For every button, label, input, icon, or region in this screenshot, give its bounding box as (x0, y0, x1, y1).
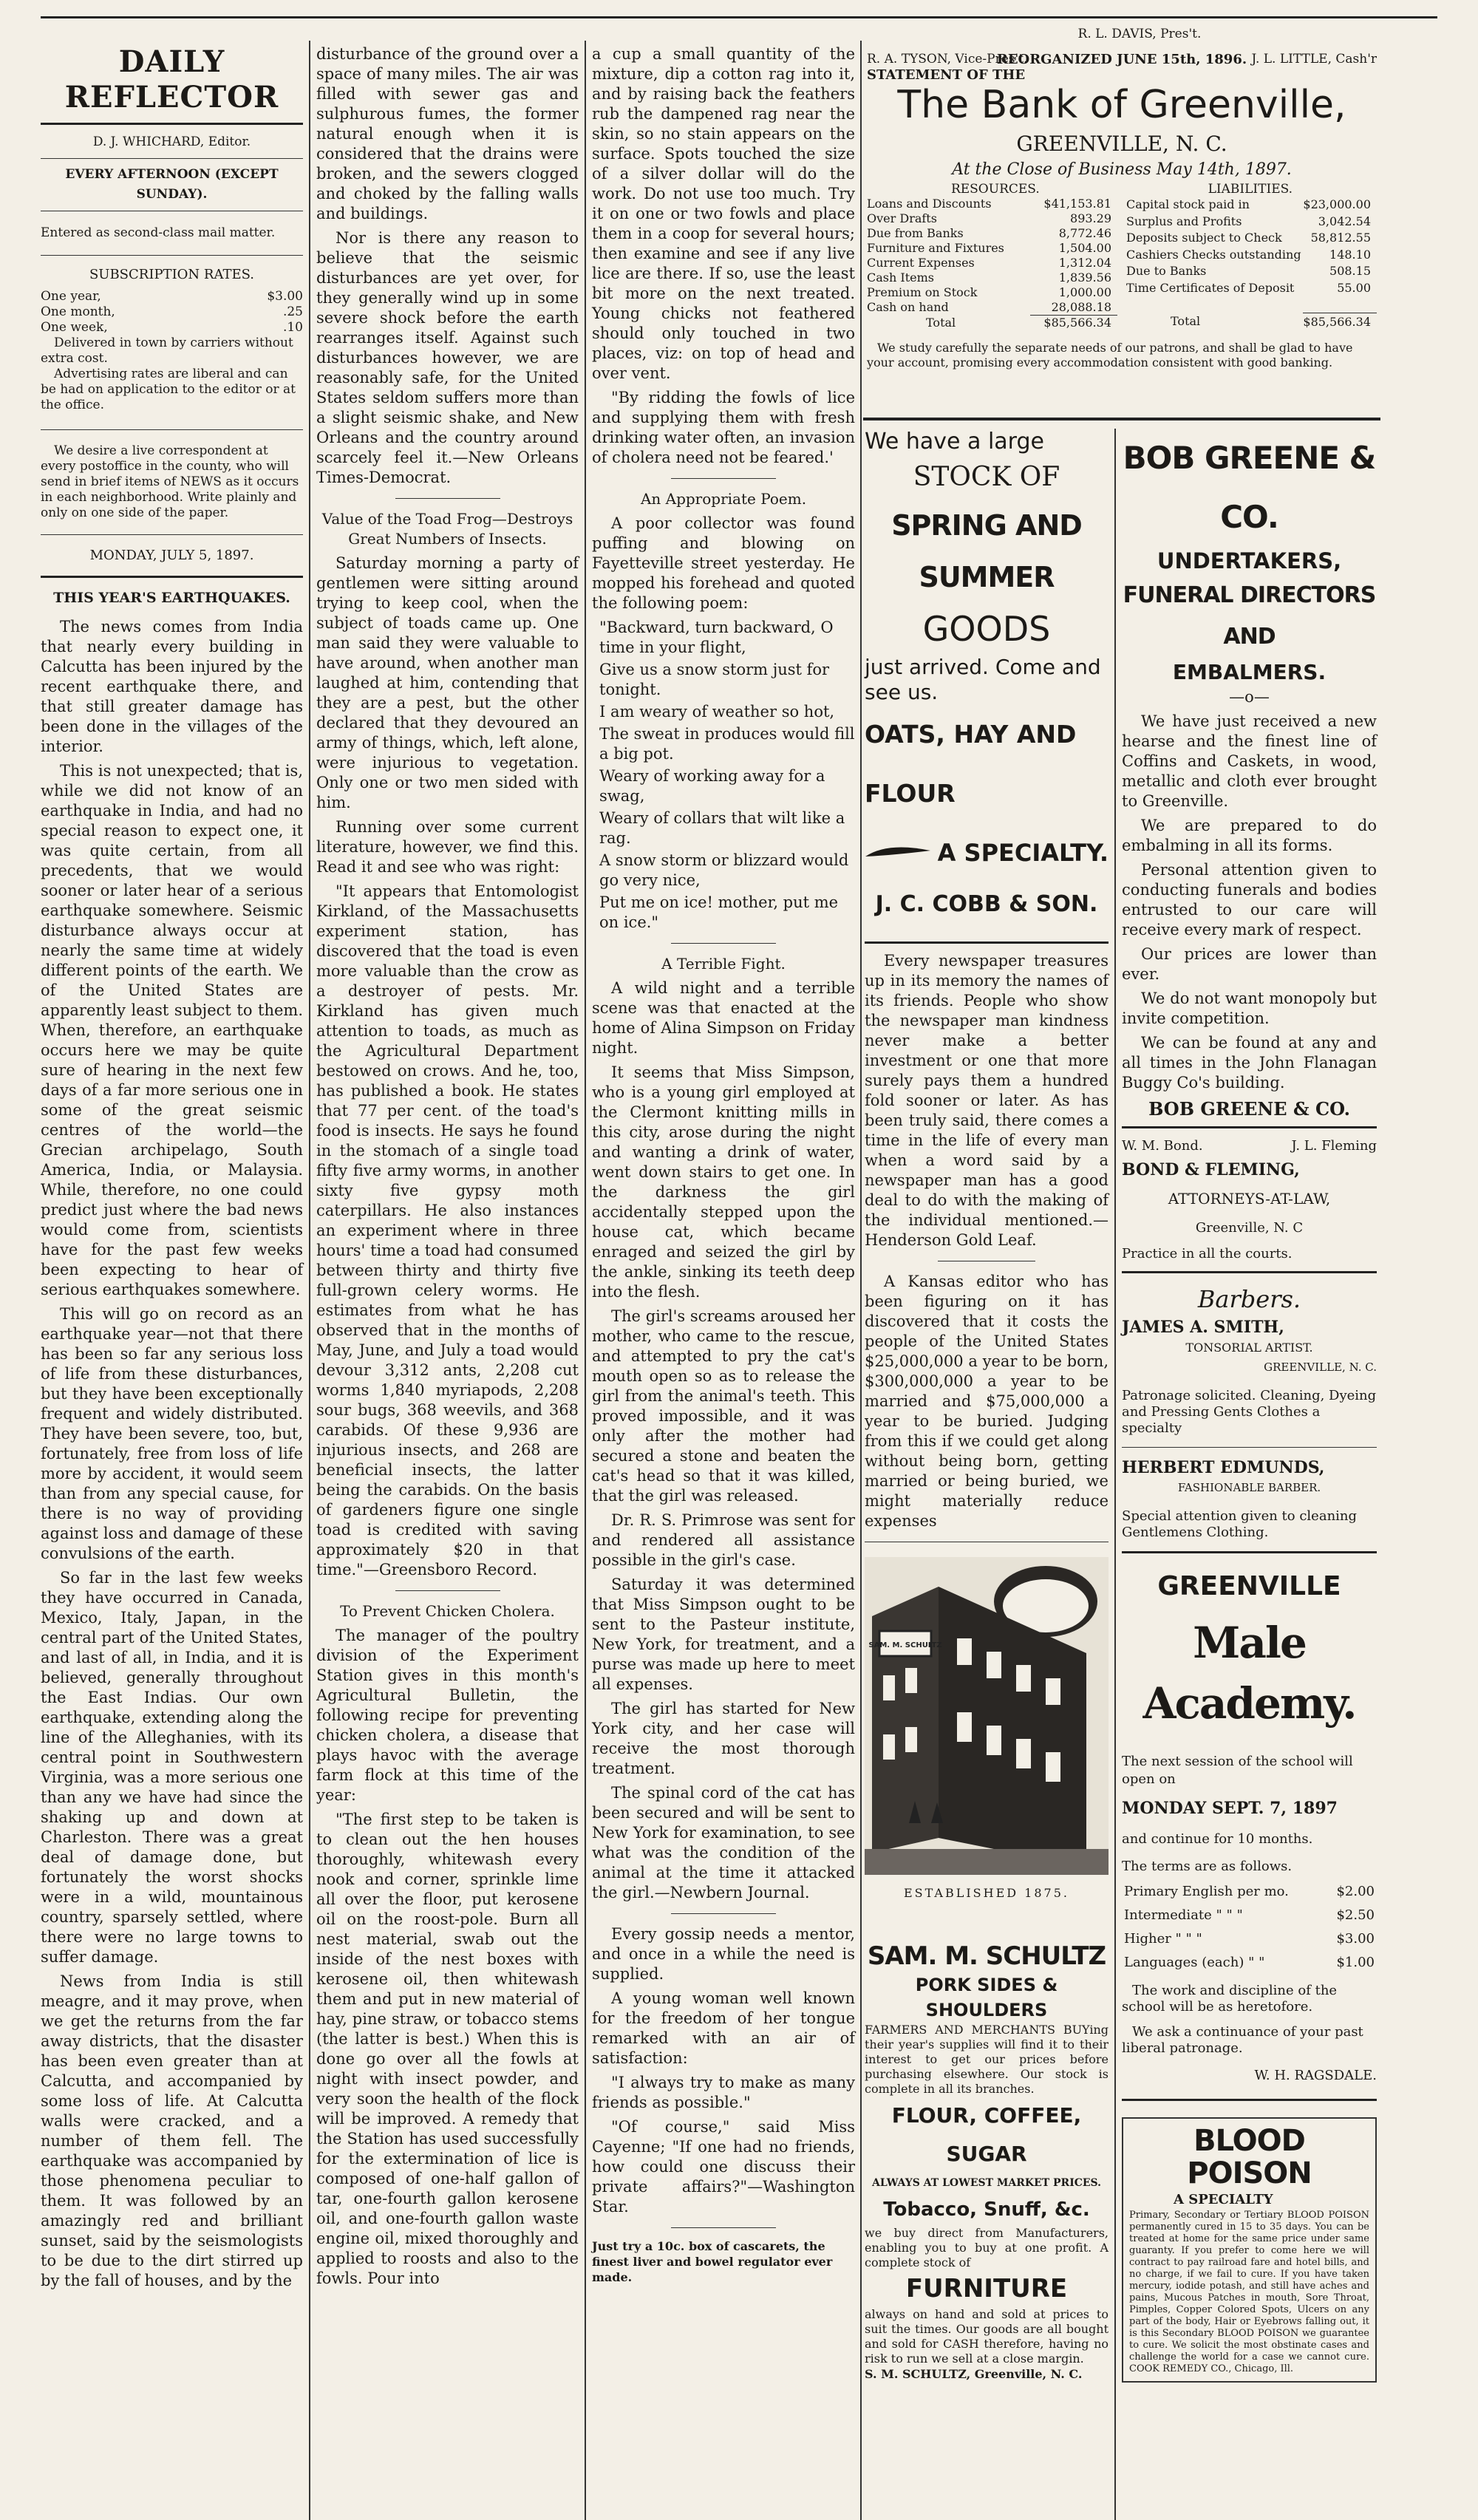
cobb-specialty (865, 823, 1108, 882)
paragraph: Our prices are lower than ever. (1122, 945, 1377, 983)
poem-line: A snow storm or blizzard would go very nice, (599, 851, 849, 889)
table-row (1126, 263, 1377, 280)
bank-vice-president: R. A. TYSON, Vice-Pres't. (867, 52, 1028, 67)
paragraph: a cup a small quantity of the mixture, dip a cotton rag into it, and by raising back the feathers rub the dampened rag near the skin, so no stain appears on the surface. Spots touched the size of a silver dollar will do the work. Do not use too much. Try it on one or two fowls and place them in a coop for several hours; then examine and see if any live lice are there. If so, use the least bit more on the next treated. Young chicks not feathered should only touched in two places, viz: on top of head and over vent. (592, 45, 855, 382)
academy-session: The next session of the school will open on (1122, 1754, 1353, 1787)
table-cell: 58,812.55 (1310, 231, 1371, 245)
rate-price: $3.00 (267, 289, 303, 304)
subscription-rates (41, 289, 303, 336)
bank-cashier: J. L. LITTLE, Cash'r (1251, 52, 1377, 67)
schultz-ad (865, 1557, 1108, 1903)
paragraph: News from India is still meagre, and it may prove, when we get the returns from the far away districts, that the disaster has been even greater than at Calcutta, and accompanied by some loss of life. At Calcutta walls were cracked, and a number of them fell. The earthquake was accompanied by those phenomena peculiar to them. It was followed by an amazingly red and brilliant sunset, said by the seismologists to be due to the dirt stirred up by the fall of houses, and by the (41, 1972, 303, 2289)
table-cell: Time Certificates of Deposit (1126, 281, 1295, 295)
cobb-line-1: We have a large (865, 429, 1044, 454)
schultz-sign: S. M. SCHULTZ, Greenville, N. C. (865, 2367, 1083, 2381)
toad-title: Value of the Toad Frog—Destroys Great Numbers of Insects. (321, 510, 573, 548)
schultz-text-1: FARMERS AND MERCHANTS BUYing their year's supplies will find it to their interest to get our prices before purchasing elsewhere. Our stock is complete in all its branches. (865, 2023, 1108, 2096)
cobb-line-7: A SPECIALTY. (937, 839, 1108, 867)
table-cell: 1,312.04 (1058, 256, 1111, 270)
table-cell: 893.29 (1070, 211, 1111, 225)
liabilities-table (1126, 197, 1377, 330)
paragraph: A Kansas editor who has been figuring on it has discovered that it costs the people of the United States $25,000,000 a year to be born, $300,000,000 a year to be married and $75,000,000 a year to be buried. Judging from this if we could get along without being born, getting married or being buried, we might materially reduce expenses (865, 1273, 1108, 1530)
paragraph: A wild night and a terrible scene was that enacted at the home of Alina Simpson on Friday night. (592, 979, 855, 1057)
resources-title: RESOURCES. (950, 182, 1040, 197)
column-divider (860, 41, 862, 2520)
established-label: ESTABLISHED 1875. (903, 1886, 1069, 1900)
table-cell: $23,000.00 (1303, 197, 1371, 212)
column-divider (1114, 429, 1116, 2520)
column-2 (316, 44, 579, 2293)
table-cell: 55.00 (1337, 281, 1371, 295)
bank-table-headers (867, 182, 1377, 197)
poem-line: The sweat in produces would fill a big pot. (599, 725, 855, 763)
blood-text: Primary, Secondary or Tertiary BLOOD POISON permanently cured in 15 to 35 days. You can be treated at home for the same price under same guaranty. If you prefer to come here we will contract to pay railroad fare and hotel bills, and no charge, if we fail to cure. If you have taken mercury, iodide potash, and still have aches and pains, Mucous Patches in mouth, Sore Throat, Pimples, Copper Colored Spots, Ulcers on any part of the body, Hair or Eyebrows falling out, it is this Secondary BLOOD POISON we guarantee to cure. We solicit the most obstinate cases and challenge the world for a case we cannot cure. COOK REMEDY CO., Chicago, Ill. (1129, 2210, 1369, 2374)
rate-term: One week, (41, 320, 108, 335)
rate-row (41, 320, 303, 336)
cobb-line-3: SPRING AND SUMMER (891, 509, 1082, 593)
cobb-line-2: STOCK OF (913, 462, 1060, 492)
paragraph: "The first step to be taken is to clean out the hen houses thoroughly, whitewash every nook and corner, sprinkle lime all over the floor, put kerosene oil on the roost-pole. Burn all nest material, swab out the inside of the nest boxes with kerosene oil, then whitewash them and put in new material of hay, pine straw, or tobacco stems (the latter is best.) When this is done go over all the fowls at night with insect powder, and very soon the health of the flock will be improved. A remedy that the Station has used successfully for the extermination of lice is composed of one-half gallon of tar, one-fourth gallon kerosene oil, and one-fourth gallon waste engine oil, mixed thoroughly and applied to roosts and also to the fowls. Pour into (316, 1811, 579, 2287)
paragraph: Personal attention given to conducting funerals and bodies entrusted to our care will receive every mark of respect. (1122, 861, 1377, 939)
schultz-line-4: Tobacco, Snuff, &c. (883, 2199, 1090, 2221)
poem (599, 618, 855, 933)
table-row (1126, 280, 1377, 297)
table-row (1126, 313, 1377, 330)
blood-poison-ad (1122, 2117, 1377, 2383)
advertising-note: Advertising rates are liberal and can be had on application to the editor or at the office. (41, 367, 296, 412)
issue-date: MONDAY, JULY 5, 1897. (89, 548, 254, 563)
store-illustration (865, 1557, 1108, 1875)
schultz-line-3: ALWAYS AT LOWEST MARKET PRICES. (871, 2177, 1102, 2189)
greene-name: BOB GREENE & CO. (1123, 440, 1376, 535)
column-1 (41, 44, 303, 2295)
divider-ornament: —o— (1229, 688, 1270, 706)
table-cell: 1,000.00 (1058, 285, 1111, 299)
cobb-ad (865, 429, 1108, 934)
rate-row (41, 304, 303, 320)
column-divider (585, 41, 586, 2520)
rate-row (41, 289, 303, 304)
academy-terms: The terms are as follows. (1122, 1859, 1293, 1874)
table-row (1126, 214, 1377, 231)
table-row (1126, 247, 1377, 264)
table-cell: Higher " " " (1124, 1931, 1202, 1947)
paragraph: Every newspaper treasures up in its memory the names of its friends. People who show the newspaper man kindness never make a better investment or one that more surely pays them a hundred fold sooner or later. As has been truly said, there comes a time in the life of every man when a word said by a newspaper man has a good deal to do with the making of the individual mentioned.—Henderson Gold Leaf. (865, 952, 1108, 1249)
blood-sub: A SPECIALTY (1174, 2192, 1273, 2207)
liabilities-title: LIABILITIES. (1208, 182, 1293, 197)
paragraph: "It appears that Entomologist Kirkland, of the Massachusetts experiment station, has discovered that the toad is even more valuable than the crow as a destroyer of pests. Mr. Kirkland has given much attention to toads, as much as the Agricultural Department bestowed on crows. And he, too, has published a book. He states that 77 per cent. of the toad's food is insects. He says he found in the stomach of a single toad fifty five army worms, in another sixty five gypsy moth caterpillars. He also instances an experiment where in three hours' time a toad had consumed between thirty and thirty five full-grown celery worms. He estimates from what he has observed that in the months of May, June, and July a toad would devour 3,312 ants, 2,208 cut worms 1,840 myriapods, 2,208 sour bugs, 368 weevils, and 368 carabids. Of these 9,936 are injurious insects, and 268 are beneficial insects, the latter being the carabids. On the basis of gardeners figure one single toad is credited with saving approximately $20 in that time."—Greensboro Record. (316, 882, 579, 1579)
cholera-title: To Prevent Chicken Cholera. (340, 1602, 555, 1620)
paragraph: "Of course," said Miss Cayenne; "If one had no friends, how could one discuss their private affairs?"—Washington Star. (592, 2118, 855, 2216)
resources-table (867, 197, 1117, 330)
table-row (867, 256, 1117, 270)
table-cell: 1,839.56 (1058, 270, 1111, 285)
table-row (867, 316, 1117, 331)
table-row (1126, 197, 1377, 214)
table-cell: Loans and Discounts (867, 197, 992, 211)
bond-practice: Practice in all the courts. (1122, 1246, 1293, 1261)
academy-line-2: Male Academy. (1142, 1618, 1356, 1729)
paragraph: So far in the last few weeks they have occurred in Canada, Mexico, Italy, Japan, in the central part of the United States, and last of all, in India, and it is believed, generally throughout the East Indias. Our own earthquake, extending along the line of the Alleghanies, with its central point in Southwestern Virginia, was a more serious one than any we have had since the shaking up and down at Charleston. There was a great deal of damage done, but fortunately the worst shocks were in a wild, mountainous country, sparsely settled, where there were no large towns to suffer damage. (41, 1569, 303, 1966)
table-cell: $2.00 (1336, 1884, 1375, 1899)
fight-title: A Terrible Fight. (661, 955, 786, 973)
masthead-frequency: EVERY AFTERNOON (EXCEPT SUNDAY). (65, 167, 279, 202)
bond-name: BOND & FLEMING, (1122, 1160, 1300, 1179)
table-row (867, 197, 1117, 211)
table-row (867, 211, 1117, 226)
schultz-line-5: FURNITURE (905, 2274, 1068, 2303)
bank-president: R. L. DAVIS, Pres't. (1077, 27, 1202, 41)
bank-city: GREENVILLE, N. C. (1016, 132, 1227, 156)
rate-term: One year, (41, 289, 101, 304)
table-cell: Due to Banks (1126, 264, 1207, 279)
paragraph: Nor is there any reason to believe that the seismic disturbances are yet over, for they generally wind up in some severe shock before the earth rearranges itself. Against such disturbances however, we are reasonably safe, for the United States seldom suffers more than a slight seismic shake, and New Orleans and the country around scarcely feel it.—New Orleans Times-Democrat. (316, 229, 579, 486)
schultz-text-3: always on hand and sold at prices to suit the times. Our goods are all bought and sold for CASH therefore, having no risk to run we sell at a close margin. (865, 2307, 1108, 2366)
paragraph: Dr. R. S. Primrose was sent for and rendered all assistance possible in the girl's case. (592, 1511, 855, 1569)
table-row (1126, 230, 1377, 247)
column-3 (592, 44, 855, 2285)
paragraph: We can be found at any and all times in the John Flanagan Buggy Co's building. (1122, 1034, 1377, 1092)
paragraph: A young woman well known for the freedom of her tongue remarked with an air of satisfaction: (592, 1989, 855, 2067)
table-cell: $85,566.34 (1030, 316, 1117, 331)
table-row (1123, 1904, 1375, 1927)
barbers-title: Barbers. (1197, 1285, 1301, 1313)
greene-ad (1122, 429, 1377, 1119)
paragraph: disturbance of the ground over a space of many miles. The air was filled with sewer gas and sulphurous fumes, the former natural enough when it is considered that the drains were broken, and the sewers clogged and choked by the falling walls and buildings. (316, 45, 579, 222)
table-cell: Cash on hand (867, 300, 949, 315)
smith-text: Patronage solicited. Cleaning, Dyeing and Pressing Gents Clothes a specialty (1122, 1388, 1377, 1436)
table-cell: 508.15 (1329, 264, 1371, 279)
edmunds-text: Special attention given to cleaning Gentlemens Clothing. (1122, 1508, 1358, 1540)
paragraph: This is not unexpected; that is, while we did not know of an earthquake in India, and had no special reason to expect one, it was quite certain, from all precedents, that we would sooner or later hear of a serious earthquake somewhere. Seismic disturbance always occur at nearly the same time at widely different points of the earth. We of the United States are apparently least subject to them. When, therefore, an earthquake occurs here we may be quite sure of hearing in the next few days of a far more serious one in some of the great seismic centres of the world—the Grecian archipelago, South America, India, or Malaysia. While, therefore, no one could predict just where the bad news would come from, scientists have for the past few weeks been expecting to hear of serious earthquakes somewhere. (41, 762, 303, 1298)
table-cell: Surplus and Profits (1126, 214, 1242, 228)
poem-line: Weary of collars that wilt like a rag. (599, 809, 845, 847)
bank-tables (867, 197, 1377, 330)
table-cell: 1,504.00 (1058, 241, 1111, 255)
edmunds-title: FASHIONABLE BARBER. (1177, 1481, 1321, 1494)
academy-sign: W. H. RAGSDALE. (1254, 2068, 1377, 2083)
delivery-note: Delivered in town by carriers without extra cost. (41, 336, 293, 366)
bank-name: The Bank of Greenville, (897, 83, 1346, 127)
poem-title: An Appropriate Poem. (640, 490, 807, 508)
smith-city: GREENVILLE, N. C. (1264, 1361, 1377, 1374)
table-cell: Capital stock paid in (1126, 197, 1250, 212)
table-cell: Current Expenses (867, 256, 975, 270)
correspondent-note: We desire a live correspondent at every postoffice in the county, who will send in brief items of NEWS as it occurs in each neighborhood. Write plainly and only on one side of the paper. (41, 443, 299, 520)
paragraph: We do not want monopoly but invite competition. (1122, 990, 1377, 1027)
table-cell: Cashiers Checks outstanding (1126, 247, 1301, 262)
paragraph: The news comes from India that nearly every building in Calcutta has been injured by the recent earthquake there, and that still greater damage has been done in the villages of the interior. (41, 618, 303, 755)
schultz-text-2: we buy direct from Manufacturers, enabling you to buy at one profit. A complete stock of (865, 2226, 1108, 2269)
paragraph: We have just received a new hearse and the finest line of Coffins and Caskets, in wood, metallic and cloth ever brought to Greenville. (1122, 712, 1377, 810)
table-cell: $41,153.81 (1043, 197, 1111, 211)
cascarets-note: Just try a 10c. box of cascarets, the finest liver and bowel regulator ever made. (592, 2239, 833, 2284)
schultz-line-2: FLOUR, COFFEE, SUGAR (891, 2103, 1082, 2166)
masthead-title: DAILY REFLECTOR (64, 44, 279, 115)
bond-title: ATTORNEYS-AT-LAW, (1168, 1190, 1331, 1208)
table-cell: 148.10 (1329, 247, 1371, 262)
paragraph: The girl's screams aroused her mother, who came to the rescue, and attempted to pry the cat's mouth open so as to release the girl from the animal's teeth. This proved impossible, and it was only after the mother had secured a stone and beaten the cat's head so that it was killed, that the girl was released. (592, 1307, 855, 1505)
table-cell: 8,772.46 (1058, 226, 1111, 240)
table-cell: Premium on Stock (867, 285, 978, 299)
schultz-line-1: PORK SIDES & SHOULDERS (915, 1975, 1058, 2020)
table-cell: Intermediate " " " (1124, 1907, 1243, 1923)
paragraph: "I always try to make as many friends as possible." (592, 2074, 855, 2111)
table-row (1123, 1881, 1375, 1903)
table-row (1123, 1952, 1375, 1974)
greene-line-2: FUNERAL DIRECTORS AND (1123, 582, 1376, 650)
table-row (867, 270, 1117, 285)
earthquake-title: THIS YEAR'S EARTHQUAKES. (53, 590, 290, 606)
table-cell: Due from Banks (867, 226, 964, 240)
bond-partner-left: W. M. Bond. (1122, 1138, 1203, 1154)
bond-partner-right: J. L. Fleming (1291, 1138, 1377, 1154)
store-sign-label: SAM. M. SCHULTZ (868, 1641, 942, 1649)
table-cell: Furniture and Fixtures (867, 241, 1004, 255)
table-cell: $1.00 (1336, 1955, 1375, 1970)
table-cell: Deposits subject to Check (1126, 231, 1282, 245)
table-row (1126, 296, 1377, 313)
paragraph: It seems that Miss Simpson, who is a young girl employed at the Clermont knitting mills in this city, arose during the night and wanting a drink of water, went down stairs to get one. In the darkness the girl accidentally stepped upon the house cat, which became enraged and seized the girl by the ankle, sinking its teeth deep into the flesh. (592, 1063, 855, 1301)
academy-ad (1122, 1561, 1377, 2085)
poem-line: Weary of working away for a swag, (599, 767, 825, 805)
column-5 (1122, 429, 1377, 2390)
blood-title: BLOOD POISON (1187, 2124, 1312, 2190)
table-row (867, 241, 1117, 256)
table-row (1123, 1928, 1375, 1950)
table-cell: Total (1171, 314, 1201, 329)
bond-partners (1122, 1136, 1377, 1156)
paragraph: The manager of the poultry division of the Experiment Station gives in this month's Agricultural Bulletin, the following recipe for preventing chicken cholera, a disease that plays havoc with the average farm flock at this time of the year: (316, 1627, 579, 1804)
table-cell: $3.00 (1336, 1931, 1375, 1947)
subscription-title: SUBSCRIPTION RATES. (89, 267, 255, 282)
greene-sign: BOB GREENE & CO. (1148, 1098, 1350, 1120)
cobb-line-6: OATS, HAY AND FLOUR (865, 720, 1077, 808)
column-4 (865, 429, 1108, 1903)
masthead-editor: D. J. WHICHARD, Editor. (92, 134, 251, 149)
table-cell: Primary English per mo. (1124, 1884, 1289, 1899)
schultz-name: SAM. M. SCHULTZ (867, 1941, 1106, 1971)
table-row (867, 300, 1117, 316)
paragraph: We are prepared to do embalming in all its forms. (1122, 817, 1377, 854)
table-cell: Cash Items (867, 270, 934, 285)
rate-term: One month, (41, 304, 115, 319)
paragraph: The girl has started for New York city, and her case will receive the most thorough treatment. (592, 1700, 855, 1777)
paragraph: "By ridding the fowls of lice and supplying them with fresh drinking water often, an invasion of cholera need not be feared.' (592, 389, 855, 466)
table-cell: 3,042.54 (1318, 214, 1371, 228)
paragraph: The spinal cord of the cat has been secured and will be sent to New York for examination, to see what was the condition of the animal at the time it attacked the girl.—Newbern Journal. (592, 1784, 855, 1901)
table-cell: Languages (each) " " (1124, 1955, 1265, 1970)
paragraph: Saturday it was determined that Miss Simpson ought to be sent to the Pasteur institute, New York, for treatment, and a purse was made up here to meet all expenses. (592, 1576, 855, 1693)
cobb-line-5: just arrived. Come and see us. (865, 655, 1101, 704)
bank-ad (867, 21, 1377, 370)
paragraph: Every gossip needs a mentor, and once in a while the need is supplied. (592, 1925, 855, 1983)
poem-line: "Backward, turn backward, O time in your flight, (599, 619, 834, 656)
schultz-text-block (865, 1940, 1108, 2383)
academy-continue: and continue for 10 months. (1122, 1831, 1313, 1847)
cobb-name: J. C. COBB & SON. (875, 891, 1098, 917)
paragraph: A poor collector was found puffing and blowing on Fayetteville street yesterday. He mopped his forehead and quoted the following poem: (592, 514, 855, 612)
cobb-line-4: GOODS (922, 609, 1051, 649)
bank-close-date: At the Close of Business May 14th, 1897. (952, 160, 1292, 179)
bond-city: Greenville, N. C (1195, 1220, 1304, 1236)
bank-reorganized: REORGANIZED JUNE 15th, 1896. (996, 52, 1247, 67)
academy-line-1: GREENVILLE (1157, 1571, 1341, 1601)
smith-name: JAMES A. SMITH, (1122, 1318, 1284, 1337)
table-cell: $2.50 (1336, 1907, 1375, 1923)
poem-line: Put me on ice! mother, put me on ice." (599, 893, 839, 931)
tuition-table (1122, 1879, 1377, 1975)
greene-line-1: UNDERTAKERS, (1157, 548, 1342, 573)
poem-line: Give us a snow storm just for tonight. (599, 661, 830, 698)
top-rule (41, 16, 1437, 18)
paragraph: This will go on record as an earthquake year—not that there has been so far any serious loss of life from these disturbances, but they have been exceptionally frequent and widely distributed. They have been severe, too, but, fortunately, free from loss of life more by accident, it would seem than from any special cause, for there is no way of providing against loss and damage of these convulsions of the earth. (41, 1305, 303, 1562)
rate-price: .25 (282, 304, 303, 319)
table-cell: Total (926, 315, 956, 330)
academy-ask: We ask a continuance of your past liberal patronage. (1122, 2024, 1363, 2056)
bond-ad (1122, 1136, 1377, 1264)
edmunds-name: HERBERT EDMUNDS, (1122, 1458, 1325, 1477)
column-divider (309, 41, 310, 2520)
greene-line-3: EMBALMERS. (1172, 660, 1327, 684)
table-row (867, 226, 1117, 241)
paragraph: Saturday morning a party of gentlemen were sitting around trying to keep cool, when the subject of toads came up. One man said they were valuable to have around, when another man laughed at him, contending that they are a pest, but the other declared that they devoured an army of things, which, left alone, were injurious to vegetation. Only one or two men sided with him. (316, 554, 579, 811)
table-cell: $85,566.34 (1303, 313, 1377, 330)
ornament-icon (865, 842, 932, 864)
poem-line: I am weary of weather so hot, (599, 703, 835, 721)
masthead-entered: Entered as second-class mail matter. (41, 225, 276, 240)
rate-price: .10 (282, 320, 303, 335)
table-row (867, 285, 1117, 300)
academy-date: MONDAY SEPT. 7, 1897 (1122, 1799, 1338, 1818)
bank-ad-bottom-rule (863, 418, 1380, 420)
table-cell: 28,088.18 (1051, 300, 1111, 314)
bank-footer: We study carefully the separate needs of our patrons, and shall be glad to have your account, promising every accommodation consistent with good banking. (867, 341, 1353, 370)
smith-title: TONSORIAL ARTIST. (1185, 1341, 1313, 1355)
table-cell: Over Drafts (867, 211, 937, 225)
bank-statement-label: STATEMENT OF THE (867, 67, 1026, 83)
paragraph: Running over some current literature, however, we find this. Read it and see who was right: (316, 818, 579, 876)
academy-work: The work and discipline of the school will be as heretofore. (1122, 1983, 1338, 2015)
